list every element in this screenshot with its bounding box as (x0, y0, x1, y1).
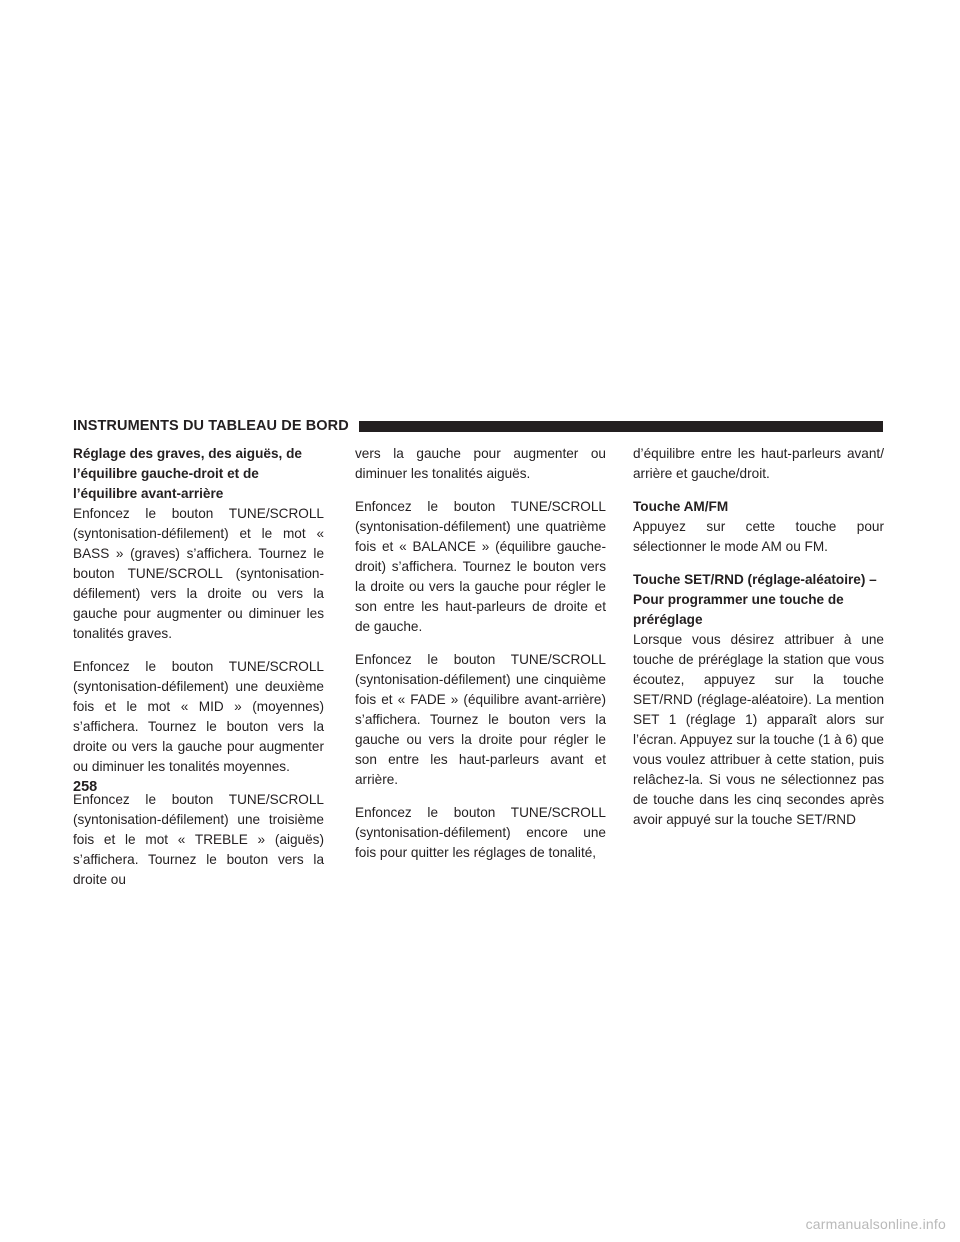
paragraph-treble: Enfoncez le bouton TUNE/SCROLL (syntonisation-défilement) une troisième fois et le mot « TREBLE » (aiguës) s’affichera. Tournez le bouton vers la droite ou (73, 792, 324, 887)
paragraph-mid: Enfoncez le bouton TUNE/SCROLL (syntonisation-défilement) une deuxième fois et le mot « MID » (moyennes) s’affichera. Tournez le bouton vers la droite ou vers la gauche pour augmenter ou diminuer les tonalités moyennes. (73, 659, 324, 774)
text-column-2 (355, 444, 606, 876)
subsection-heading-tone: Réglage des graves, des aiguës, de l’équilibre gauche-droit et de l’équilibre avant-arrière (73, 446, 302, 501)
paragraph-balance: Enfoncez le bouton TUNE/SCROLL (syntonisation-défilement) une quatrième fois et « BALANCE » (équilibre gauche-droit) s’affichera. Tournez le bouton vers la droite ou vers la gauche pour régler le son entre les haut-parleurs de droite et de gauche. (355, 499, 606, 634)
watermark: carmanualsonline.info (805, 1216, 946, 1232)
page-number: 258 (73, 779, 98, 795)
paragraph-exit: Enfoncez le bouton TUNE/SCROLL (syntonisation-défilement) encore une fois pour quitter les réglages de tonalité, (355, 805, 606, 860)
paragraph-setrnd: Lorsque vous désirez attribuer à une touche de préréglage la station que vous écoutez, appuyez sur la touche SET/RND (réglage-aléatoire). La mention SET 1 (réglage 1) apparaît alors sur l’écran. Appuyez sur la touche (1 à 6) que vous voulez attribuer à cette station, puis relâchez-la. Si vous ne sélectionnez pas de touche dans les cinq secondes après avoir appuyé sur la touche SET/RND (633, 632, 884, 827)
subsection-heading-amfm: Touche AM/FM (633, 499, 729, 514)
paragraph-amfm: Appuyez sur cette touche pour sélectionner le mode AM ou FM. (633, 519, 884, 554)
paragraph-bass: Enfoncez le bouton TUNE/SCROLL (syntonisation-défilement) et le mot « BASS » (graves) s’affichera. Tournez le bouton TUNE/SCROLL (syntonisation-défilement) vers la droite ou vers la gauche pour augmenter ou diminuer les tonalités graves. (73, 506, 324, 641)
paragraph-treble-cont: vers la gauche pour augmenter ou diminuer les tonalités aiguës. (355, 446, 606, 481)
text-column-3 (633, 444, 884, 843)
section-title: INSTRUMENTS DU TABLEAU DE BORD (73, 418, 349, 434)
paragraph-fade: Enfoncez le bouton TUNE/SCROLL (syntonisation-défilement) une cinquième fois et « FADE » (équilibre avant-arrière) s’affichera. Tournez le bouton vers la gauche ou vers la droite pour régler le son entre les haut-parleurs avant et arrière. (355, 652, 606, 787)
paragraph-exit-cont: d’équilibre entre les haut-parleurs avant/ arrière et gauche/droit. (633, 446, 884, 481)
section-header (73, 415, 883, 437)
subsection-heading-setrnd: Touche SET/RND (réglage-aléatoire) – Pour programmer une touche de préréglage (633, 572, 877, 627)
text-column-1 (73, 444, 324, 903)
header-rule (359, 421, 883, 432)
